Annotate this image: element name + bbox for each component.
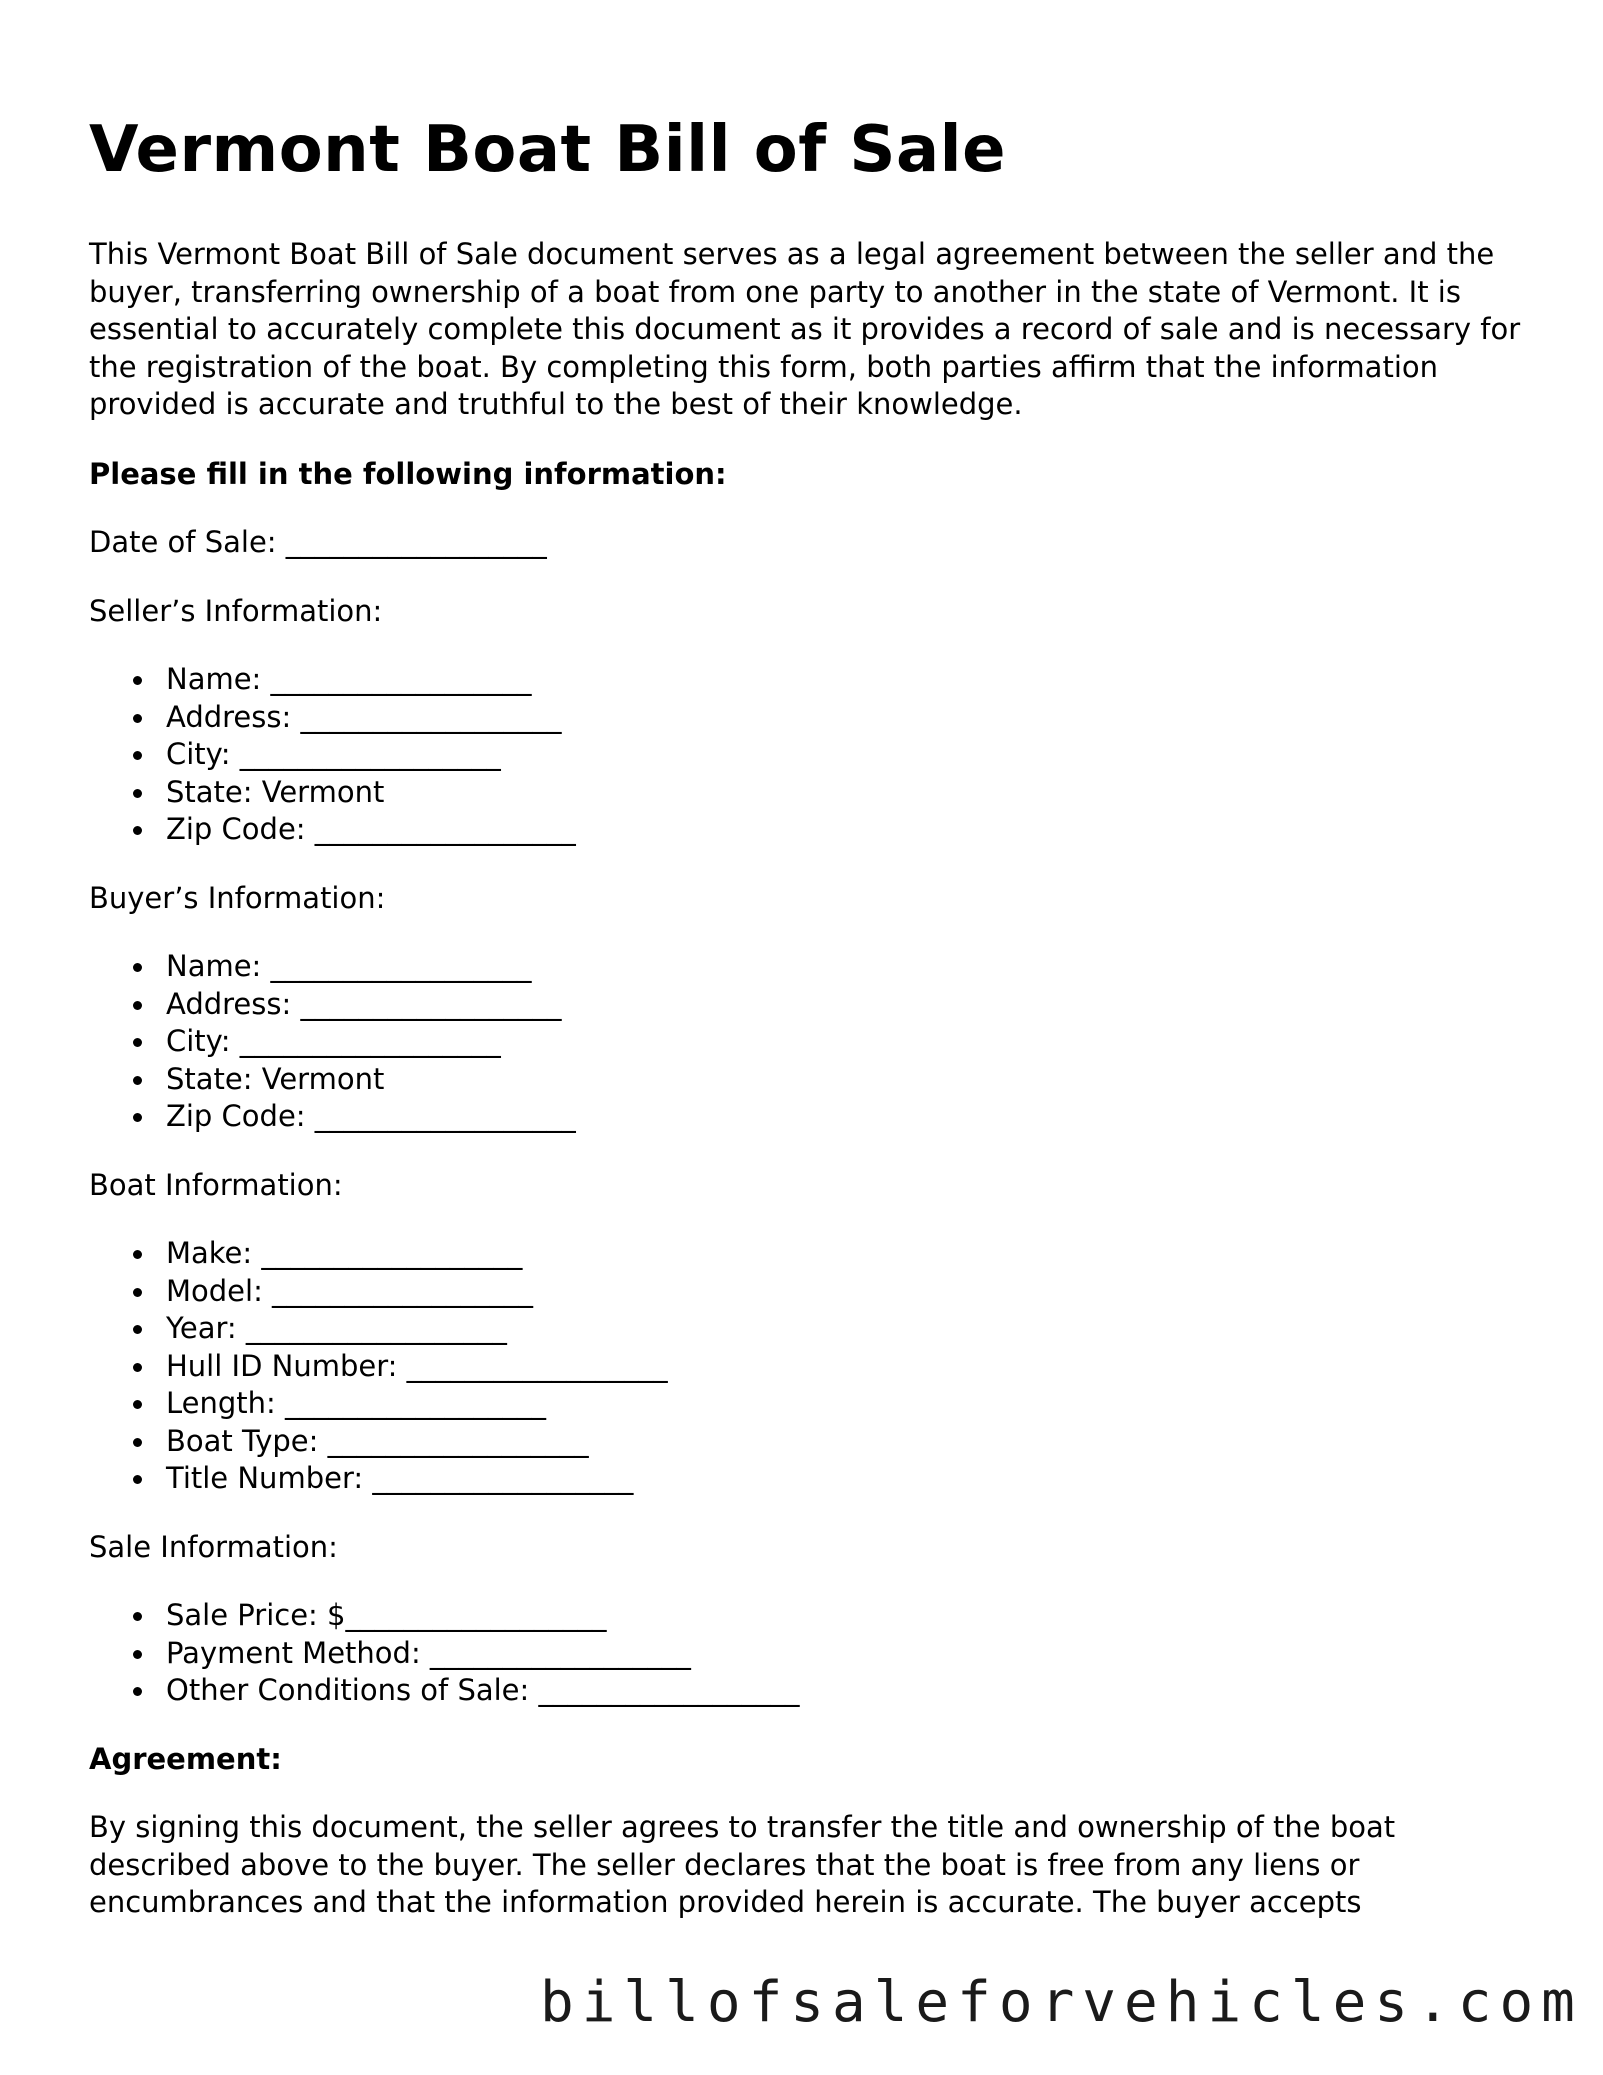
bullet-icon: [133, 714, 142, 723]
boat-make-field: Make: __________________: [89, 1235, 1529, 1273]
fill-heading: Please fill in the following information:: [89, 456, 727, 491]
buyer-section-label: Buyer’s Information:: [89, 880, 386, 915]
sale-fields-list: [89, 1597, 1529, 1710]
bullet-icon: [133, 1038, 142, 1047]
other-conditions-field: Other Conditions of Sale: __________________: [89, 1672, 1529, 1710]
date-of-sale-field: Date of Sale: __________________: [89, 525, 547, 559]
bullet-icon: [133, 1400, 142, 1409]
seller-city-field: City: __________________: [89, 736, 1529, 774]
seller-fields-list: [89, 661, 1529, 849]
buyer-state-field: State: Vermont: [89, 1061, 1529, 1099]
bullet-icon: [133, 1687, 142, 1696]
bullet-icon: [133, 1650, 142, 1659]
bullet-icon: [133, 676, 142, 685]
bullet-icon: [133, 1288, 142, 1297]
boat-hull-id-field: Hull ID Number: __________________: [89, 1348, 1529, 1386]
boat-section-label: Boat Information:: [89, 1167, 343, 1202]
bullet-icon: [133, 1438, 142, 1447]
sale-section-label: Sale Information:: [89, 1529, 338, 1564]
bullet-icon: [133, 1113, 142, 1122]
document-title: Vermont Boat Bill of Sale: [89, 113, 1006, 187]
document-page: [89, 108, 1529, 1922]
seller-section-label: Seller’s Information:: [89, 593, 383, 628]
bullet-icon: [133, 963, 142, 972]
agreement-paragraph: By signing this document, the seller agrees to transfer the title and ownership of the boat described above to the buyer. The seller declares that the boat is free from any liens or encumbrances and that the information provided herein is accurate. The buyer accepts: [89, 1810, 1396, 1919]
buyer-zip-field: Zip Code: __________________: [89, 1098, 1529, 1136]
bullet-icon: [133, 1076, 142, 1085]
boat-year-field: Year: __________________: [89, 1310, 1529, 1348]
boat-length-field: Length: __________________: [89, 1385, 1529, 1423]
bullet-icon: [133, 751, 142, 760]
bullet-icon: [133, 1612, 142, 1621]
boat-title-number-field: Title Number: __________________: [89, 1460, 1529, 1498]
bullet-icon: [133, 1325, 142, 1334]
buyer-address-field: Address: __________________: [89, 986, 1529, 1024]
bullet-icon: [133, 1250, 142, 1259]
sale-price-field: Sale Price: $__________________: [89, 1597, 1529, 1635]
payment-method-field: Payment Method: __________________: [89, 1635, 1529, 1673]
bullet-icon: [133, 1475, 142, 1484]
bullet-icon: [133, 826, 142, 835]
seller-name-field: Name: __________________: [89, 661, 1529, 699]
boat-fields-list: [89, 1235, 1529, 1498]
bullet-icon: [133, 1363, 142, 1372]
bullet-icon: [133, 789, 142, 798]
buyer-fields-list: [89, 948, 1529, 1136]
buyer-name-field: Name: __________________: [89, 948, 1529, 986]
boat-model-field: Model: __________________: [89, 1273, 1529, 1311]
agreement-heading: Agreement:: [89, 1741, 282, 1776]
intro-paragraph: This Vermont Boat Bill of Sale document serves as a legal agreement between the seller and the buyer, transferring ownership of a boat from one party to another in the state of Vermont. It is essential to accurately complete this document as it provides a record of sale and is necessary for the registration of the boat. By completing this form, both parties affirm that the information provided is accurate and truthful to the best of their knowledge.: [89, 237, 1521, 421]
buyer-city-field: City: __________________: [89, 1023, 1529, 1061]
bullet-icon: [133, 1001, 142, 1010]
boat-type-field: Boat Type: __________________: [89, 1423, 1529, 1461]
site-watermark: billofsaleforvehicles.com: [540, 1970, 1583, 2035]
seller-state-field: State: Vermont: [89, 774, 1529, 812]
seller-address-field: Address: __________________: [89, 699, 1529, 737]
seller-zip-field: Zip Code: __________________: [89, 811, 1529, 849]
